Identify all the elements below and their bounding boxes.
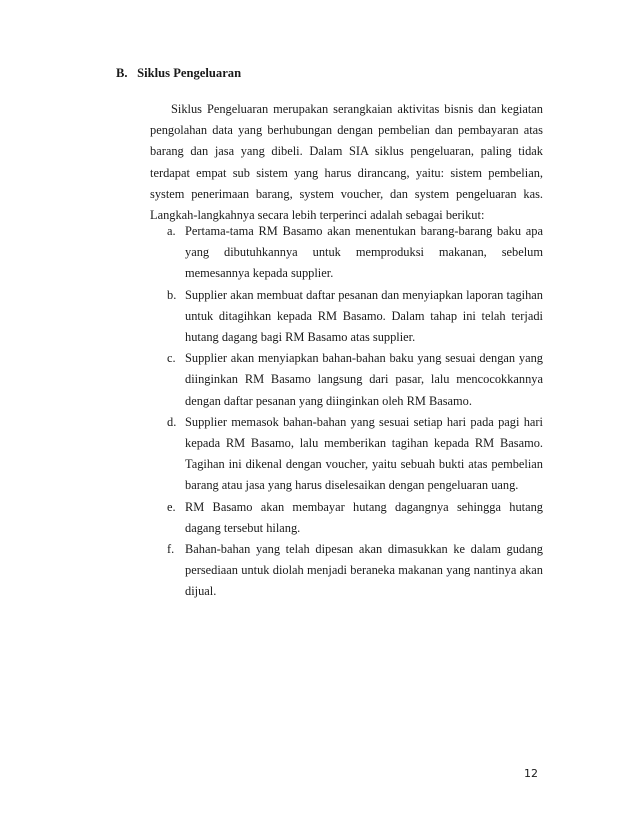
list-item — [150, 221, 543, 285]
list-item-text: Supplier akan membuat daftar pesanan dan menyiapkan laporan tagihan untuk ditagihkan kepada RM Basamo. Dalam tahap ini telah terjadi hutang dagang bagi RM Basamo atas supplier. — [185, 287, 543, 345]
page-number: 12 — [524, 767, 538, 780]
list-item — [150, 539, 543, 603]
section-heading — [116, 66, 241, 81]
section-number: B. — [116, 66, 128, 80]
steps-list — [150, 221, 543, 603]
list-item-text: Supplier memasok bahan-bahan yang sesuai setiap hari pada pagi hari kepada RM Basamo, lalu memberikan tagihan kepada RM Basamo. Tagihan ini dikenal dengan voucher, yaitu sebuah bukti atas pembelian barang atau jasa yang harus diselesaikan dengan pengeluaran uang. — [185, 414, 543, 493]
list-item-text: Bahan-bahan yang telah dipesan akan dimasukkan ke dalam gudang persediaan untuk diolah menjadi beraneka makanan yang nantinya akan dijual. — [185, 542, 543, 599]
list-item — [150, 348, 543, 412]
list-marker: f. — [167, 542, 175, 557]
list-item — [150, 497, 543, 539]
list-item-text: RM Basamo akan membayar hutang dagangnya sehingga hutang dagang tersebut hilang. — [185, 499, 543, 535]
list-item — [150, 412, 543, 497]
list-marker: b. — [167, 287, 177, 302]
section-title: Siklus Pengeluaran — [137, 66, 242, 80]
intro-paragraph: Siklus Pengeluaran merupakan serangkaian aktivitas bisnis dan kegiatan pengolahan data yang berhubungan dengan pembelian dan pembayaran atas barang dan jasa yang dibeli. Dalam SIA siklus pengeluaran, paling tidak terdapat empat sub sistem yang harus dirancang, yaitu: sistem pembelian, system penerimaan barang, system voucher, dan system pengeluaran kas. Langkah-langkahnya secara lebih terperinci adalah sebagai berikut: — [150, 102, 543, 223]
list-marker: a. — [167, 224, 176, 238]
list-marker: e. — [167, 499, 176, 514]
list-item — [150, 285, 543, 349]
list-item-text: Supplier akan menyiapkan bahan-bahan baku yang sesuai dengan yang diinginkan RM Basamo langsung dari pasar, lalu mencocokkannya dengan daftar pesanan yang diinginkan oleh RM Basamo. — [185, 351, 543, 408]
list-marker: c. — [167, 351, 176, 366]
list-marker: d. — [167, 414, 177, 429]
list-item-text: Pertama-tama RM Basamo akan menentukan barang-barang baku apa yang dibutuhkannya untuk memproduksi makanan, sebelum memesannya kepada supplier. — [185, 224, 543, 281]
